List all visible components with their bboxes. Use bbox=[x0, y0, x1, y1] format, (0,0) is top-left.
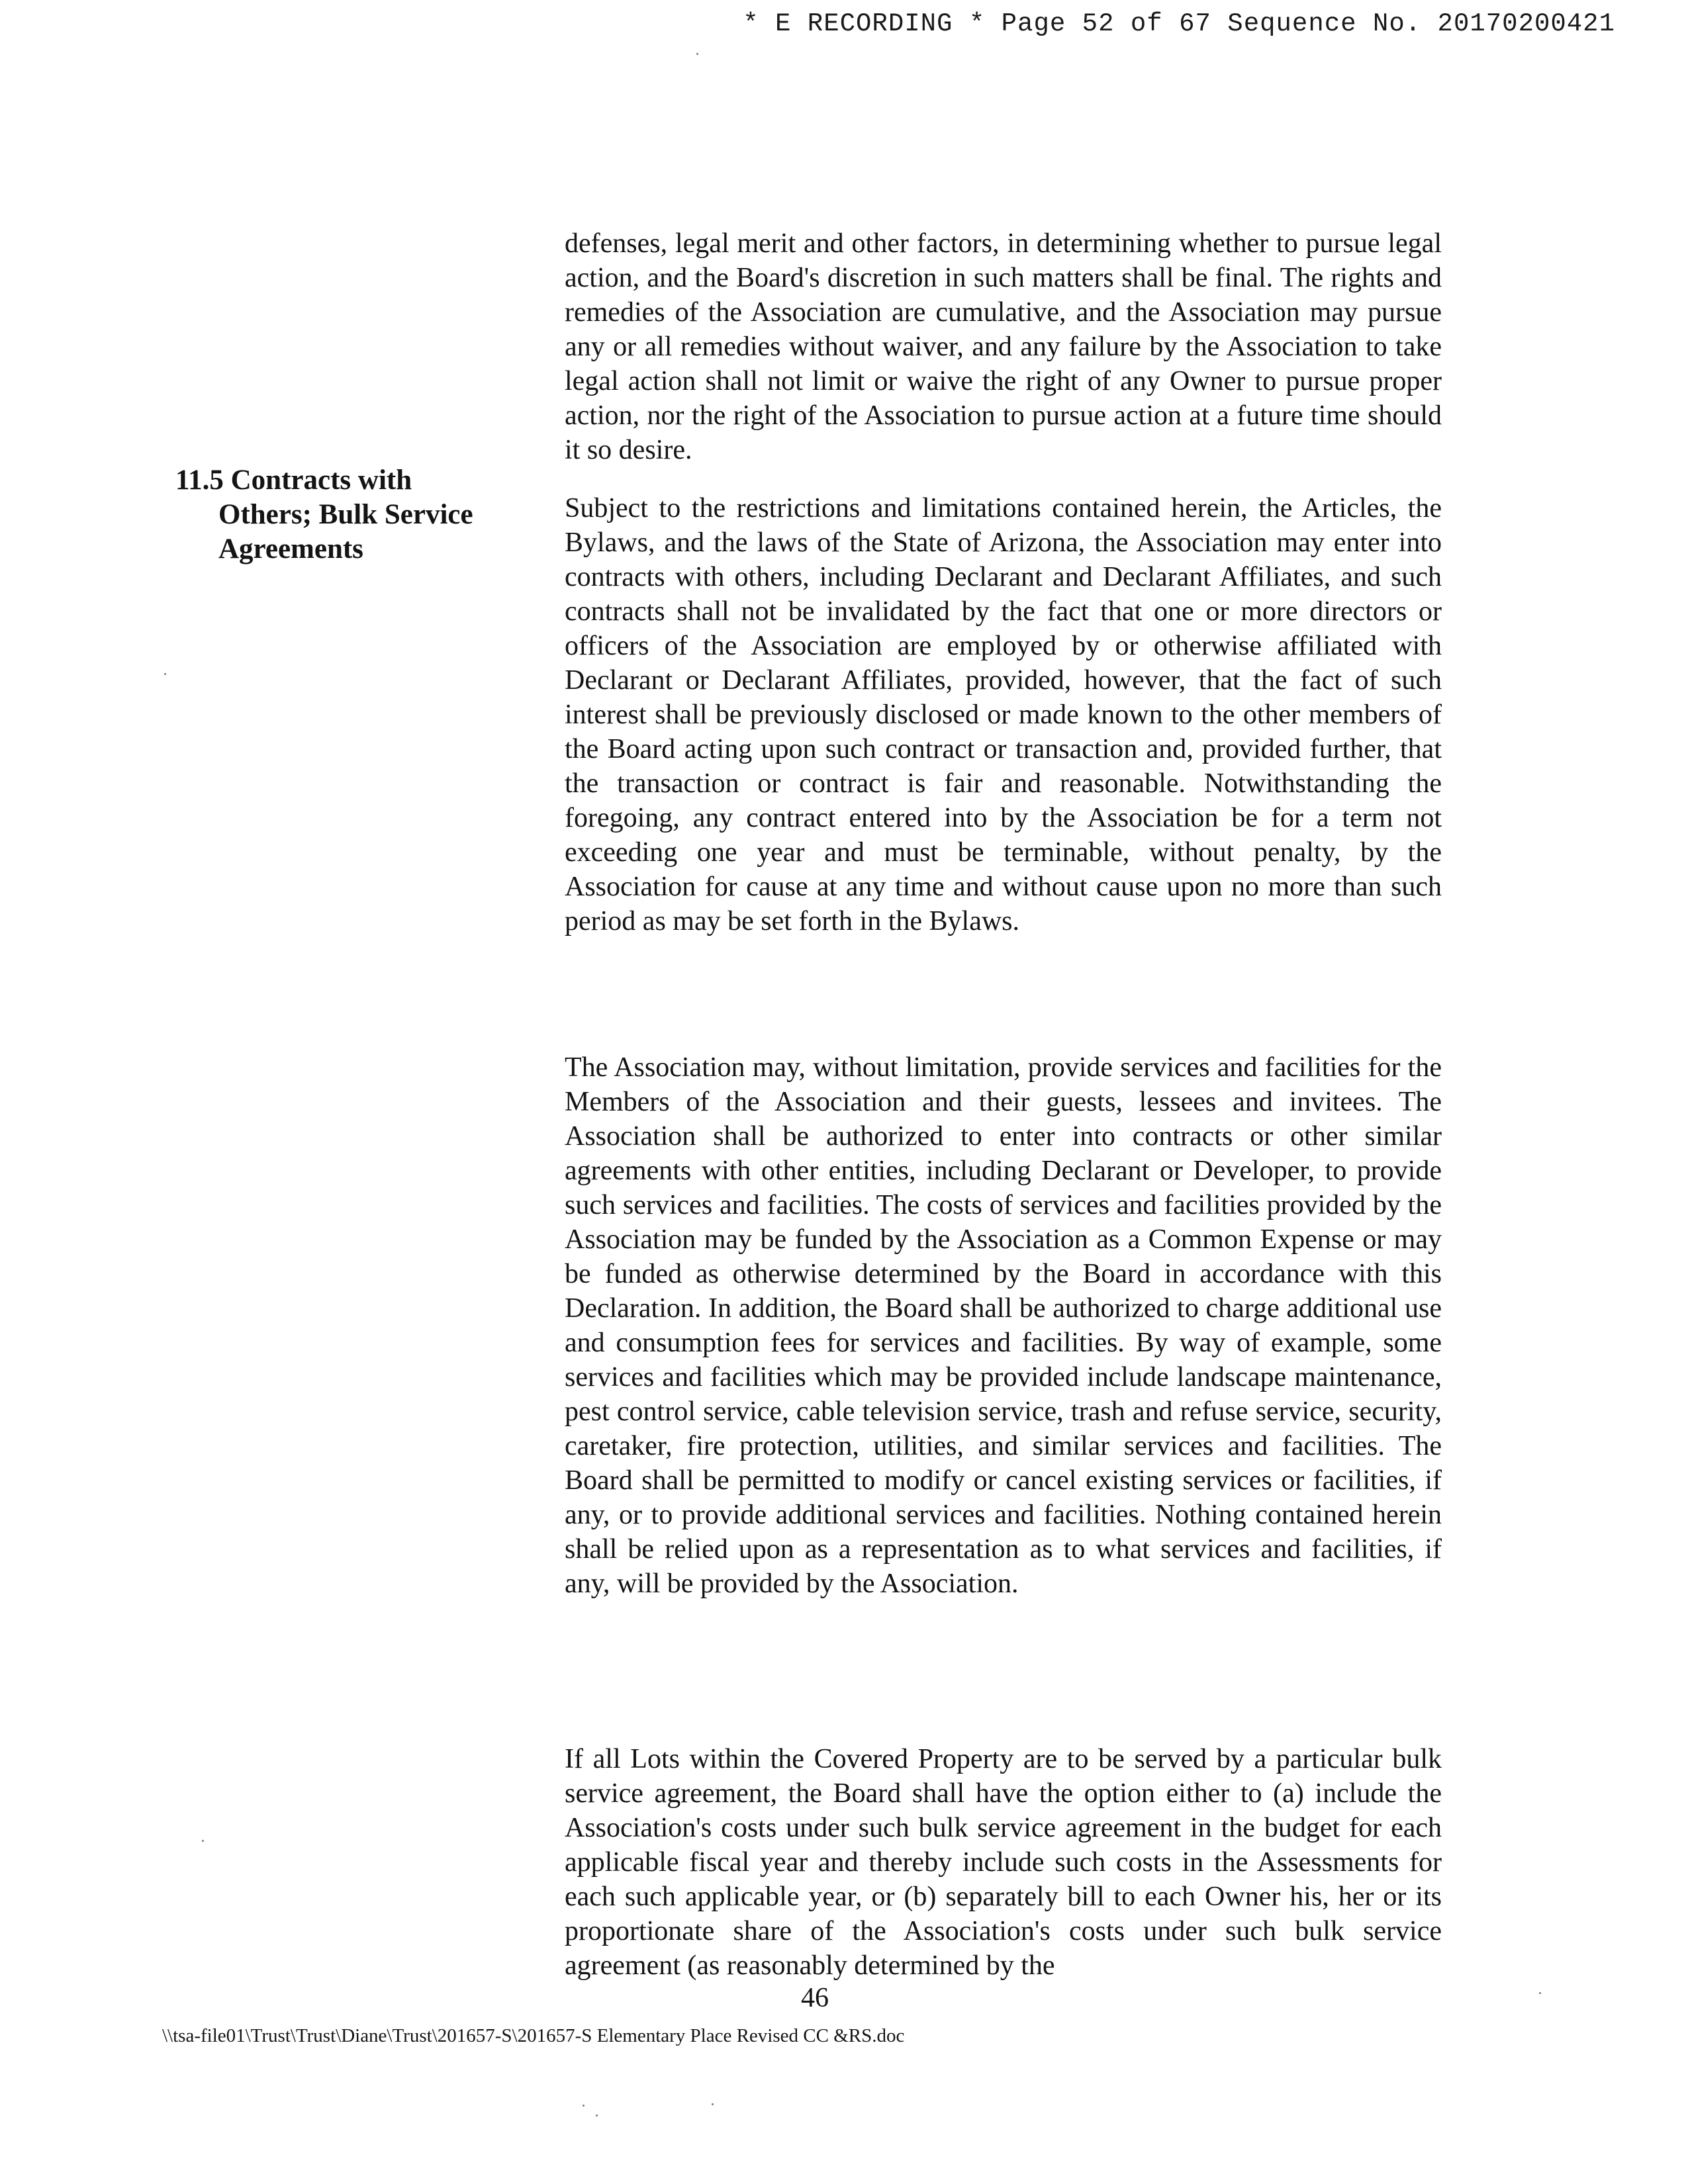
paragraph-contracts: Subject to the restrictions and limitations contained herein, the Articles, the Bylaws, and the laws of the State of Arizona, the Association may enter into contracts with others, including Declarant and Declarant Affiliates, and such contracts shall not be invalidated by the fact that one or more directors or officers of the Association are employed by or otherwise affiliated with Declarant or Declarant Affiliates, provided, however, that the fact of such interest shall be previously disclosed or made known to the other members of the Board acting upon such contract or transaction and, provided further, that the transaction or contract is fair and reasonable. Notwithstanding the foregoing, any contract entered into by the Association be for a term not exceeding one year and must be terminable, without penalty, by the Association for cause at any time and without cause upon no more than such period as may be set forth in the Bylaws. bbox=[565, 493, 1442, 936]
section-heading-line-1: 11.5 Contracts with bbox=[175, 465, 412, 496]
file-path: \\tsa-file01\Trust\Trust\Diane\Trust\201657-S\201657-S Elementary Place Revised CC &RS.doc bbox=[162, 2025, 905, 2046]
scan-speck bbox=[164, 673, 166, 675]
paragraph-services: The Association may, without limitation, provide services and facilities for the Members of the Association and their guests, lessees and invitees. The Association shall be authorized to enter into contracts or other similar agreements with other entities, including Declarant or Developer, to provide such services and facilities. The costs of services and facilities provided by the Association may be funded by the Association as a Common Expense or may be funded as otherwise determined by the Board in accordance with this Declaration. In addition, the Board shall be authorized to charge additional use and consumption fees for services and facilities. By way of example, some services and facilities which may be provided include landscape maintenance, pest control service, cable television service, trash and refuse service, security, caretaker, fire protection, utilities, and similar services and facilities. The Board shall be permitted to modify or cancel existing services or facilities, if any, or to provide additional services and facilities. Nothing contained herein shall be relied upon as a representation as to what services and facilities, if any, will be provided by the Association. bbox=[565, 1052, 1442, 1599]
scan-speck bbox=[696, 53, 698, 55]
scan-speck bbox=[596, 2115, 598, 2116]
section-heading-line-3: Agreements bbox=[218, 533, 363, 565]
scan-speck bbox=[583, 2105, 585, 2107]
section-heading-line-2: Others; Bulk Service bbox=[218, 499, 473, 530]
paragraph-bulk-service: If all Lots within the Covered Property are to be served by a particular bulk service agreement, the Board shall have the option either to (a) include the Association's costs under such bulk service agreement in the budget for each applicable fiscal year and thereby include such costs in the Assessments for each such applicable year, or (b) separately bill to each Owner his, her or its proportionate share of the Association's costs under such bulk service agreement (as reasonably determined by the bbox=[565, 1744, 1442, 1981]
page-number: 46 bbox=[801, 1983, 829, 2013]
scan-speck bbox=[202, 1840, 204, 1842]
scan-speck bbox=[1539, 1992, 1541, 1994]
recording-header: * E RECORDING * Page 52 of 67 Sequence No. 20170200421 bbox=[743, 9, 1615, 38]
scan-speck bbox=[712, 2103, 714, 2105]
section-heading bbox=[175, 463, 520, 567]
paragraph-continuation: defenses, legal merit and other factors, in determining whether to pursue legal action, and the Board's discretion in such matters shall be final. The rights and remedies of the Association are cumulative, and the Association may pursue any or all remedies without waiver, and any failure by the Association to take legal action shall not limit or waive the right of any Owner to pursue proper action, nor the right of the Association to pursue action at a future time should it so desire. bbox=[565, 228, 1442, 465]
